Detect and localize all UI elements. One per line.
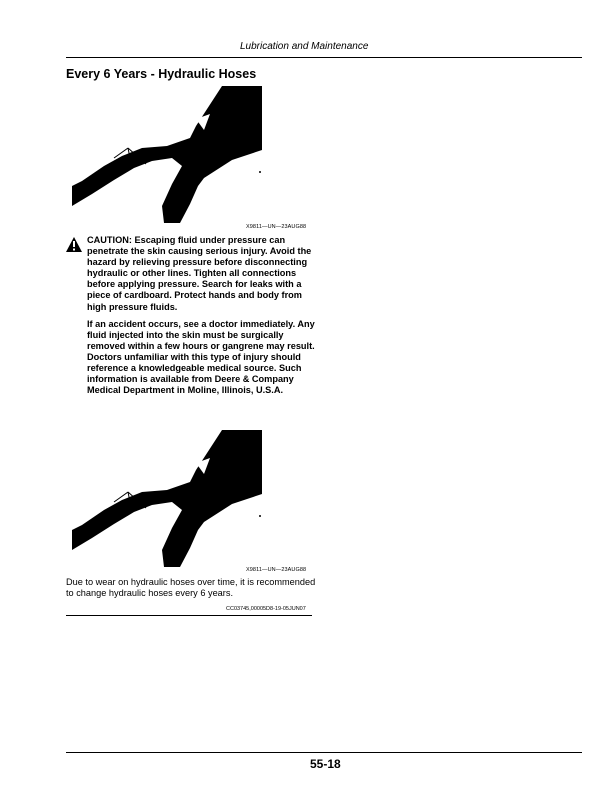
caution-message bbox=[87, 235, 319, 402]
reference-divider bbox=[66, 615, 312, 616]
figure-id: X9811—UN—23AUG88 bbox=[246, 224, 307, 230]
warning-triangle-icon bbox=[66, 237, 82, 252]
reference-id: CC03745,00005D8-19-05JUN07 bbox=[226, 606, 306, 612]
header-divider bbox=[66, 57, 582, 58]
maintenance-instruction: Due to wear on hydraulic hoses over time, it is recommended to change hydraulic hoses every 6 years. bbox=[66, 577, 316, 599]
section-title: Every 6 Years - Hydraulic Hoses bbox=[66, 67, 257, 81]
caution-paragraph: If an accident occurs, see a doctor immediately. Any fluid injected into the skin must be surgically removed within a few hours or gangrene may result. Doctors unfamiliar with this type of injury should reference a knowledgeable medical source. Such information is available from Deere & Company Medical Department in Moline, Illinois, U.S.A. bbox=[87, 318, 315, 396]
figure-id: X9811—UN—23AUG88 bbox=[246, 567, 307, 573]
hydraulic-leak-illustration bbox=[72, 430, 262, 567]
running-header: Lubrication and Maintenance bbox=[240, 41, 369, 52]
hydraulic-leak-illustration bbox=[72, 86, 262, 223]
footer-divider bbox=[66, 752, 582, 753]
caution-paragraph: CAUTION: Escaping fluid under pressure can penetrate the skin causing serious injury. Avoid the hazard by relieving pressure before disconnecting hydraulic or other lines. Tighten all connections before applying pressure. Search for leaks with a piece of cardboard. Protect hands and body from high pressure fluids. bbox=[87, 235, 312, 312]
page-number: 55-18 bbox=[310, 757, 341, 771]
